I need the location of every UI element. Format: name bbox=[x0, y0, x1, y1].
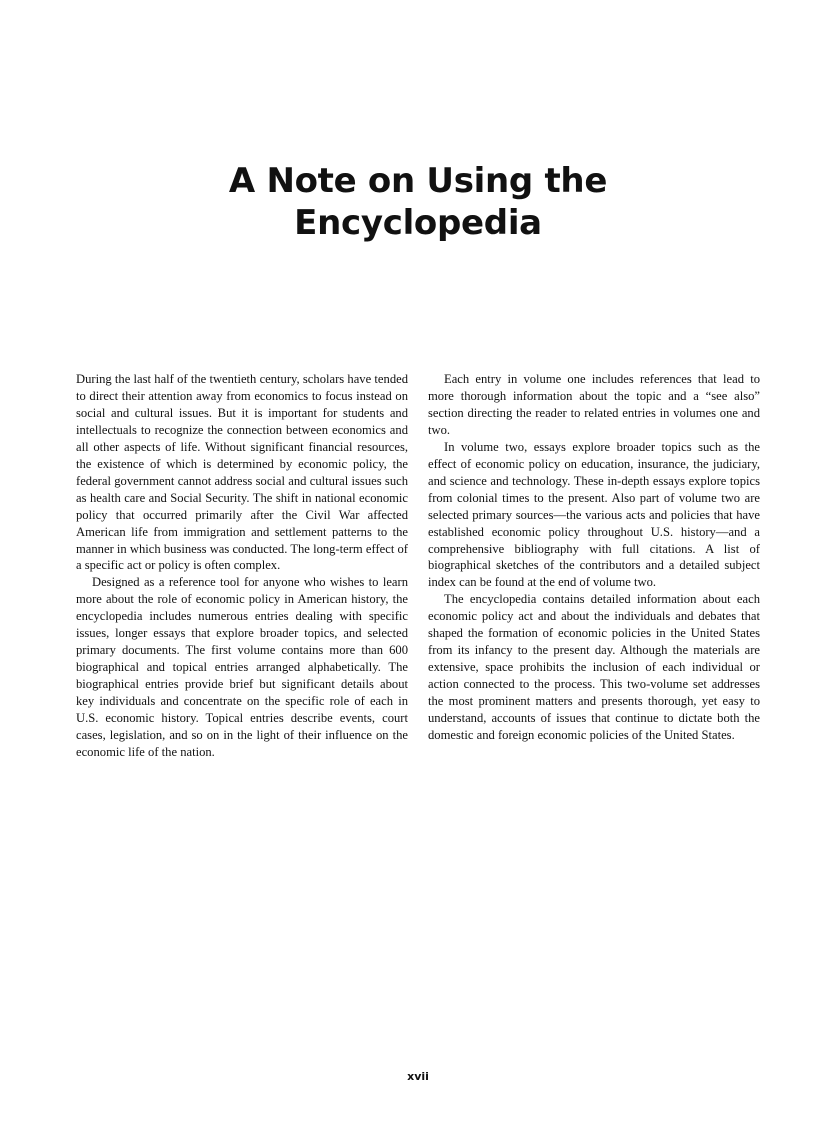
left-text-column bbox=[76, 371, 408, 761]
body-paragraph: The encyclopedia contains detailed information about each economic policy act and about the individuals and debates that shaped the formation of economic policies in the United States from its infancy to the present day. Although the materials are extensive, space prohibits the inclusion of each individual or action connected to the process. This two-volume set addresses the most prominent matters and presents thorough, yet easy to understand, accounts of issues that continue to dictate both the domestic and foreign economic policies of the United States. bbox=[428, 592, 760, 743]
body-paragraph: In volume two, essays explore broader topics such as the effect of economic policy on education, insurance, the judiciary, and science and technology. These in-depth essays explore topics from colonial times to the present. Also part of volume two are selected primary sources—the various acts and policies that have established economic policy throughout U.S. history—and a comprehensive bibliography with full citations. A list of biographical sketches of the contributors and a detailed subject index can be found at the end of volume two. bbox=[428, 439, 760, 590]
body-paragraph: Designed as a reference tool for anyone who wishes to learn more about the role of economic policy in American history, the encyclopedia includes numerous entries dealing with specific issues, longer essays that explore broader topics, and selected primary documents. The first volume contains more than 600 biographical and topical entries arranged alphabetically. The biographical entries provide brief but significant details about key individuals and concentrate on the specific role of each in U.S. economic history. Topical entries describe events, court cases, legislation, and so on in the light of their influence on the economic life of the nation. bbox=[76, 575, 408, 759]
page-title-line-2: Encyclopedia bbox=[294, 203, 542, 243]
body-paragraph: Each entry in volume one includes references that lead to more thorough information about the topic and a “see also” section directing the reader to related entries in volumes one and two. bbox=[428, 372, 760, 437]
right-text-column bbox=[428, 371, 760, 744]
page-title-line-1: A Note on Using the bbox=[228, 161, 608, 201]
body-paragraph: During the last half of the twentieth century, scholars have tended to direct their attention away from economics to focus instead on social and cultural issues. But it is important for students and intellectuals to recognize the connection between economics and all other aspects of life. Without significant financial resources, the existence of which is determined by economic policy, the federal government cannot address social and cultural issues such as health care and Social Security. The shift in national economic policy that occurred primarily after the Civil War affected American life from immigration and settlement patterns to the manner in which business was conducted. The long-term effect of a specific act or policy is often complex. bbox=[76, 372, 408, 573]
page-title bbox=[0, 160, 816, 244]
page-number: xvii bbox=[407, 1070, 429, 1083]
